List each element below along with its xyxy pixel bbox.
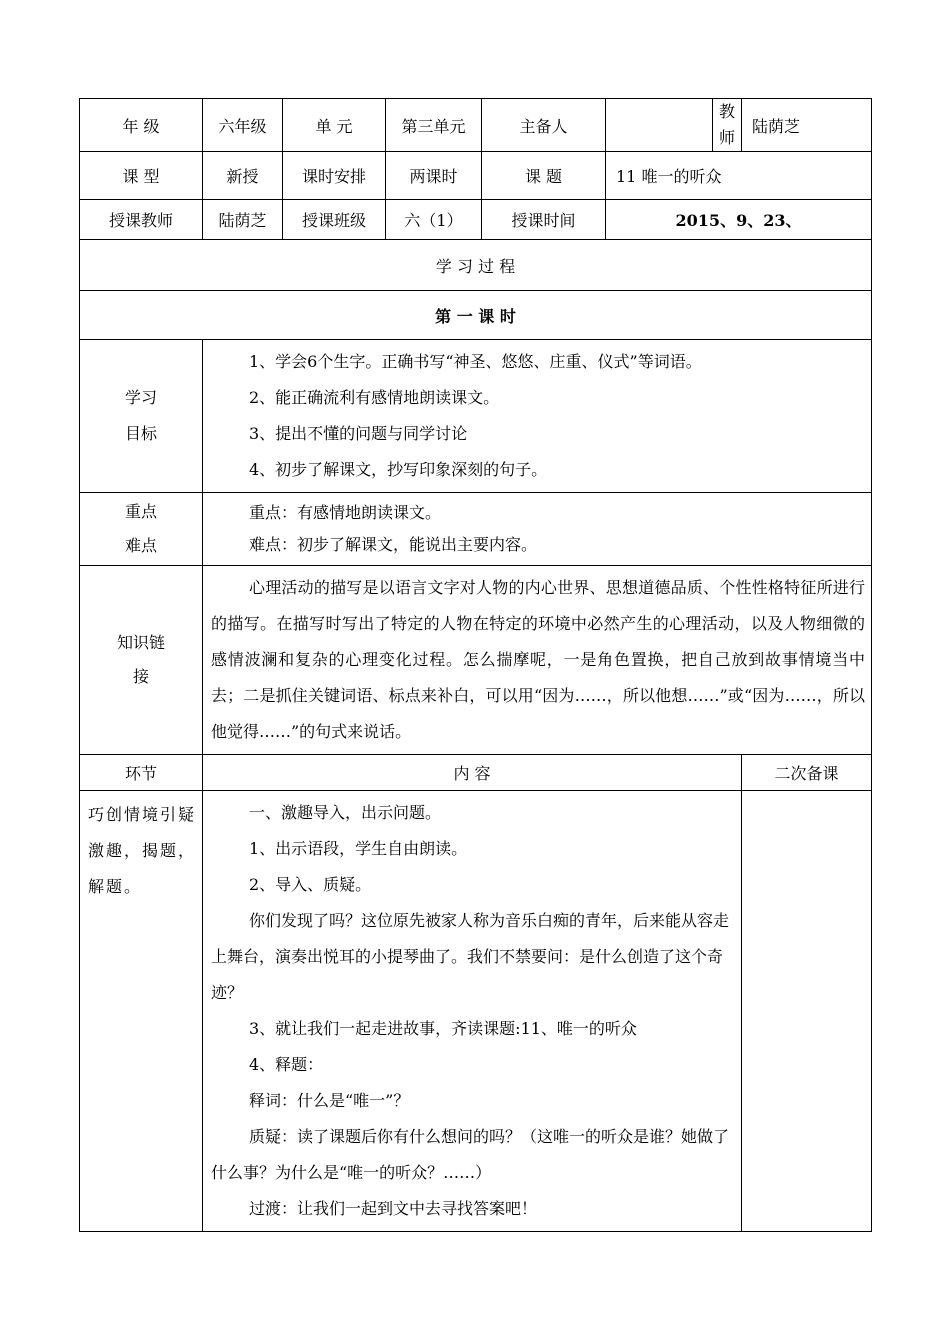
content-row (80, 791, 872, 1232)
content-line: 4、释题： (249, 1055, 324, 1074)
content-line: 1、出示语段，学生自由朗读。 (249, 839, 468, 858)
instructor-value: 陆荫芝 (203, 200, 283, 240)
teacher-value: 陆荫芝 (742, 99, 872, 152)
lead-teacher-label: 主备人 (482, 99, 606, 152)
schedule-label: 课时安排 (283, 152, 386, 200)
section-header-row (80, 755, 872, 791)
lesson-type-label: 课 型 (80, 152, 203, 200)
class-label: 授课班级 (283, 200, 386, 240)
schedule-value: 两课时 (386, 152, 482, 200)
lesson-title: 第 一 课 时 (80, 291, 872, 340)
key-point-item: 重点：有感情地朗读课文。 (249, 503, 442, 522)
goals-content (203, 340, 872, 493)
content-line: 3、就让我们一起走进故事，齐读课题:11、唯一的听众 (249, 1019, 637, 1038)
grade-label: 年 级 (80, 99, 203, 152)
stage-text: 巧创情境引疑激趣，揭题，解题。 (80, 791, 203, 1232)
knowledge-text: 心理活动的描写是以语言文字对人物的内心世界、思想道德品质、个性性格特征所进行的描写。在描写时写出了特定的人物在特定的环境中必然产生的心理活动，以及人物细微的感情波澜和复杂的心理变化过程。怎么揣摩呢，一是角色置换，把自己放到故事情境当中去；二是抓住关键词语、标点来补白，可以用“因为……，所以他想……”或“因为……，所以他觉得……”的句式来说话。 (211, 578, 866, 741)
notes-header: 二次备课 (742, 755, 872, 791)
notes-cell (742, 791, 872, 1232)
lesson-plan-document (79, 98, 871, 1232)
grade-value: 六年级 (203, 99, 283, 152)
knowledge-content (203, 566, 872, 755)
goal-item: 1、学会6个生字。正确书写“神圣、悠悠、庄重、仪式”等词语。 (249, 352, 702, 371)
process-title: 学 习 过 程 (80, 240, 872, 291)
key-points-content (203, 493, 872, 566)
header-row-3 (80, 200, 872, 240)
content-header: 内 容 (203, 755, 742, 791)
content-line: 你们发现了吗？这位原先被家人称为音乐白痴的青年，后来能从容走上舞台，演奏出悦耳的小提琴曲了。我们不禁要问：是什么创造了这个奇迹？ (211, 911, 730, 1002)
key-points-row (80, 493, 872, 566)
instructor-label: 授课教师 (80, 200, 203, 240)
unit-label: 单 元 (283, 99, 386, 152)
goal-item: 2、能正确流利有感情地朗读课文。 (249, 388, 500, 407)
content-line: 2、导入、质疑。 (249, 875, 372, 894)
unit-value: 第三单元 (386, 99, 482, 152)
lead-teacher-value (606, 99, 713, 152)
lesson-type-value: 新授 (203, 152, 283, 200)
stage-header: 环节 (80, 755, 203, 791)
key-point-item: 难点：初步了解课文，能说出主要内容。 (249, 535, 538, 554)
process-title-row (80, 240, 872, 291)
knowledge-label: 知识链 接 (80, 566, 203, 755)
goals-label: 学习 目标 (80, 340, 203, 493)
content-line: 释词：什么是“唯一”？ (249, 1091, 410, 1110)
topic-value: 11 唯一的听众 (606, 152, 872, 200)
content-body (203, 791, 742, 1232)
goal-item: 4、初步了解课文，抄写印象深刻的句子。 (249, 460, 548, 479)
knowledge-row (80, 566, 872, 755)
class-value: 六（1） (386, 200, 482, 240)
header-row-1 (80, 99, 872, 152)
content-line: 一、激趣导入，出示问题。 (249, 803, 442, 822)
goals-row (80, 340, 872, 493)
time-label: 授课时间 (482, 200, 606, 240)
lesson-plan-table (79, 98, 872, 1232)
content-line: 质疑：读了课题后你有什么想问的吗？（这唯一的听众是谁？她做了什么事？为什么是“唯一的听众？……） (211, 1127, 730, 1182)
topic-label: 课 题 (482, 152, 606, 200)
lesson-title-row (80, 291, 872, 340)
key-points-label: 重点 难点 (80, 493, 203, 566)
goal-item: 3、提出不懂的问题与同学讨论 (249, 424, 468, 443)
time-value: 2015、9、23、 (606, 200, 872, 240)
header-row-2 (80, 152, 872, 200)
teacher-label: 教 师 (713, 99, 742, 152)
content-line: 过渡：让我们一起到文中去寻找答案吧！ (249, 1199, 538, 1218)
